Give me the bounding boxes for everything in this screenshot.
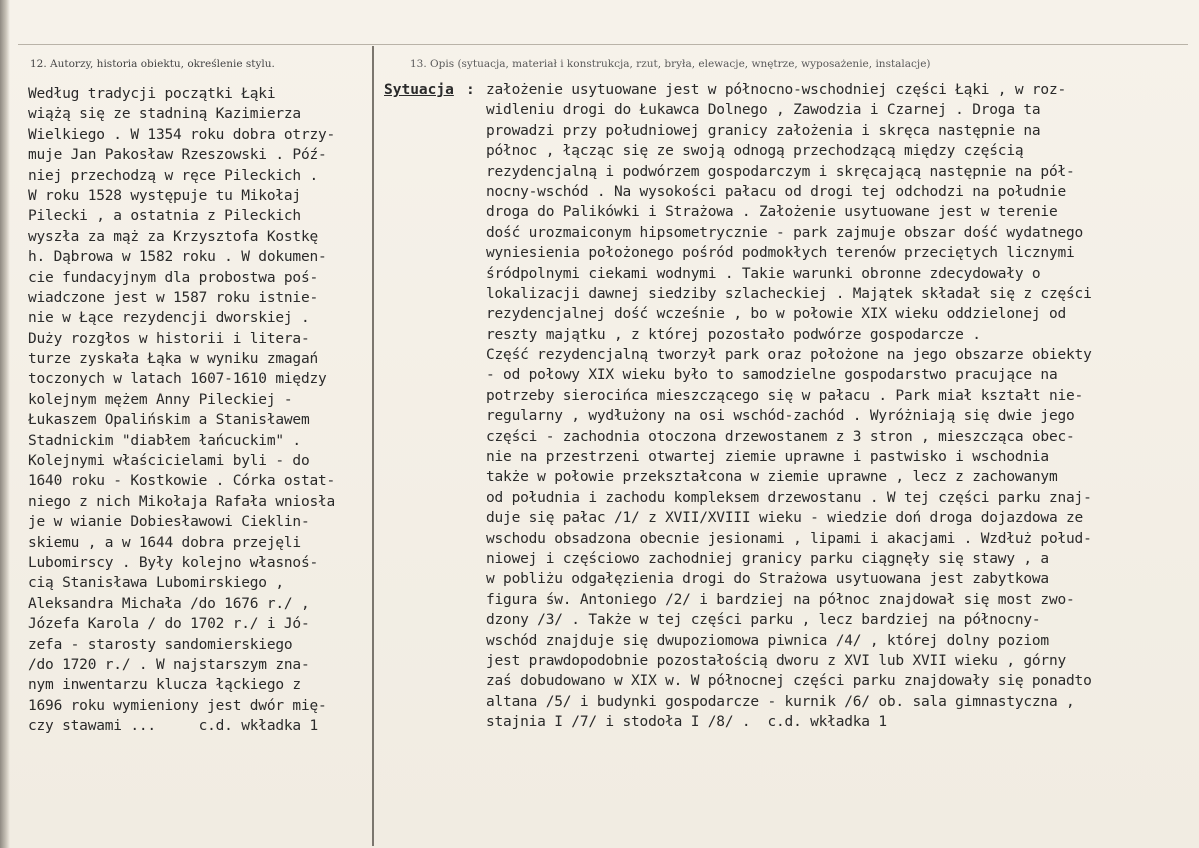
- page-edge-shadow: [0, 0, 10, 848]
- text-line: części - zachodnia otoczona drzewostanem z 3 stron , mieszcząca obec-: [486, 428, 1075, 445]
- text-line: cie fundacyjnym dla probostwa poś-: [28, 269, 319, 286]
- text-line: Józefa Karola / do 1702 r./ i Jó-: [28, 616, 310, 633]
- text-line: Duży rozgłos w historii i litera-: [28, 330, 310, 347]
- text-line: zefa - starosty sandomierskiego: [28, 636, 293, 653]
- text-line: śródpolnymi ciekami wodnymi . Takie warunki obronne zdecydowały o: [486, 265, 1041, 282]
- text-line: północ , łącząc się ze swoją odnogą przechodzącą między częścią: [486, 143, 1024, 160]
- sytuacja-colon: :: [466, 82, 475, 98]
- text-line: nocny-wschód . Na wysokości pałacu od drogi tej odchodzi na południe: [486, 183, 1067, 200]
- text-line: Wielkiego . W 1354 roku dobra otrzy-: [28, 126, 336, 143]
- text-line: jest prawdopodobnie pozostałością dworu z XVI lub XVII wieku , górny: [486, 652, 1067, 669]
- text-line: rezydencjalną i podwórzem gospodarczym i skręcającą następnie na pół-: [486, 163, 1075, 180]
- text-line: lokalizacji dawnej siedziby szlacheckiej . Majątek składał się z części: [486, 285, 1092, 302]
- text-line: niowej i częściowo zachodniej granicy parku ciągnęły się stawy , a: [486, 550, 1049, 567]
- section-12-header: 12. Autorzy, historia obiektu, określenie stylu.: [30, 58, 275, 70]
- text-line: Stadnickim "diabłem łańcuckim" .: [28, 432, 301, 449]
- sytuacja-label: Sytuacja: [384, 82, 454, 98]
- text-line: wschód znajduje się dwupoziomowa piwnica /4/ , której dolny poziom: [486, 632, 1049, 649]
- text-line: wyszła za mąż za Krzysztofa Kostkę: [28, 228, 319, 245]
- text-line: cią Stanisława Lubomirskiego ,: [28, 575, 284, 592]
- text-line: potrzeby sierocińca mieszczącego się w pałacu . Park miał kształt nie-: [486, 387, 1084, 404]
- text-line: kolejnym mężem Anny Pileckiej -: [28, 391, 293, 408]
- header-rule: [18, 44, 1188, 45]
- section-13-header: 13. Opis (sytuacja, materiał i konstrukcja, rzut, bryła, elewacje, wnętrze, wyposażenie, instalacje): [410, 58, 931, 70]
- text-line: duje się pałac /1/ z XVII/XVIII wieku - wiedzie doń droga dojazdowa ze: [486, 510, 1084, 527]
- text-line: skiemu , a w 1644 dobra przejęli: [28, 534, 301, 551]
- text-line: od południa i zachodu kompleksem drzewostanu . W tej części parku znaj-: [486, 489, 1092, 506]
- text-line: Pilecki , a ostatnia z Pileckich: [28, 208, 301, 225]
- text-line: dość urozmaiconym hipsometrycznie - park zajmuje obszar dość wydatnego: [486, 224, 1084, 241]
- text-line: h. Dąbrowa w 1582 roku . W dokumen-: [28, 249, 327, 266]
- text-line: założenie usytuowane jest w północno-wschodniej części Łąki , w roz-: [486, 82, 1067, 98]
- text-line: toczonych w latach 1607-1610 między: [28, 371, 327, 388]
- text-line: Łukaszem Opalińskim a Stanisławem: [28, 412, 310, 429]
- text-line: czy stawami ... c.d. wkładka 1: [28, 718, 319, 735]
- text-line: niej przechodzą w ręce Pileckich .: [28, 167, 319, 184]
- text-line: wiadczone jest w 1587 roku istnie-: [28, 289, 319, 306]
- text-line: dzony /3/ . Także w tej części parku , lecz bardziej na północny-: [486, 612, 1041, 629]
- text-line: Część rezydencjalną tworzył park oraz położone na jego obszarze obiekty: [486, 347, 1092, 364]
- text-line: turze zyskała Łąka w wyniku zmagań: [28, 351, 319, 368]
- text-line: niego z nich Mikołaja Rafała wniosła: [28, 493, 336, 510]
- text-line: 1696 roku wymieniony jest dwór mię-: [28, 697, 327, 714]
- text-line: regularny , wydłużony na osi wschód-zachód . Wyróżniają się dwie jego: [486, 408, 1075, 425]
- text-line: wyniesienia położonego pośród podmokłych terenów przeciętych licznymi: [486, 245, 1075, 262]
- text-line: wschodu obsadzona obecnie jesionami , lipami i akacjami . Wzdłuż połud-: [486, 530, 1092, 547]
- text-line: reszty majątku , z której pozostało podwórze gospodarcze .: [486, 326, 981, 343]
- text-line: nie w Łące rezydencji dworskiej .: [28, 310, 310, 327]
- text-line: rezydencjalnej dość wcześnie , bo w połowie XIX wieku oddzielonej od: [486, 306, 1067, 323]
- text-line: prowadzi przy południowej granicy założenia i skręca następnie na: [486, 122, 1041, 139]
- text-line: Według tradycji początki Łąki: [28, 86, 276, 102]
- text-line: w pobliżu odgałęzienia drogi do Strażowa usytuowana jest zabytkowa: [486, 571, 1049, 588]
- text-line: figura św. Antoniego /2/ i bardziej na północ znajdował się most zwo-: [486, 591, 1075, 608]
- text-line: /do 1720 r./ . W najstarszym zna-: [28, 656, 310, 673]
- description-text-column: [486, 80, 1186, 733]
- text-line: Kolejnymi właścicielami byli - do: [28, 453, 310, 470]
- text-line: wiążą się ze stadniną Kazimierza: [28, 106, 301, 123]
- history-text-column: [28, 84, 368, 737]
- text-line: altana /5/ i budynki gospodarcze - kurnik /6/ ob. sala gimnastyczna ,: [486, 693, 1075, 710]
- text-line: nym inwentarzu klucza łąckiego z: [28, 677, 301, 694]
- text-line: Lubomirscy . Były kolejno własnoś-: [28, 554, 319, 571]
- text-line: także w połowie przekształcona w ziemie uprawne , lecz z zachowanym: [486, 469, 1058, 486]
- column-divider: [372, 46, 374, 846]
- text-line: muje Jan Pakosław Rzeszowski . Póź-: [28, 147, 327, 164]
- text-line: - od połowy XIX wieku było to samodzielne gospodarstwo pracujące na: [486, 367, 1058, 384]
- text-line: 1640 roku - Kostkowie . Córka ostat-: [28, 473, 336, 490]
- text-line: droga do Palikówki i Strażowa . Założenie usytuowane jest w terenie: [486, 204, 1058, 221]
- text-line: je w wianie Dobiesławowi Cieklin-: [28, 514, 310, 531]
- text-line: stajnia I /7/ i stodoła I /8/ . c.d. wkładka 1: [486, 714, 887, 731]
- text-line: nie na przestrzeni otwartej ziemie uprawne i pastwisko i wschodnia: [486, 449, 1049, 466]
- text-line: Aleksandra Michała /do 1676 r./ ,: [28, 595, 310, 612]
- text-line: W roku 1528 występuje tu Mikołaj: [28, 187, 301, 204]
- text-line: zaś dobudowano w XIX w. W północnej części parku znajdowały się ponadto: [486, 673, 1092, 690]
- text-line: widleniu drogi do Łukawca Dolnego , Zawodzia i Czarnej . Droga ta: [486, 102, 1041, 119]
